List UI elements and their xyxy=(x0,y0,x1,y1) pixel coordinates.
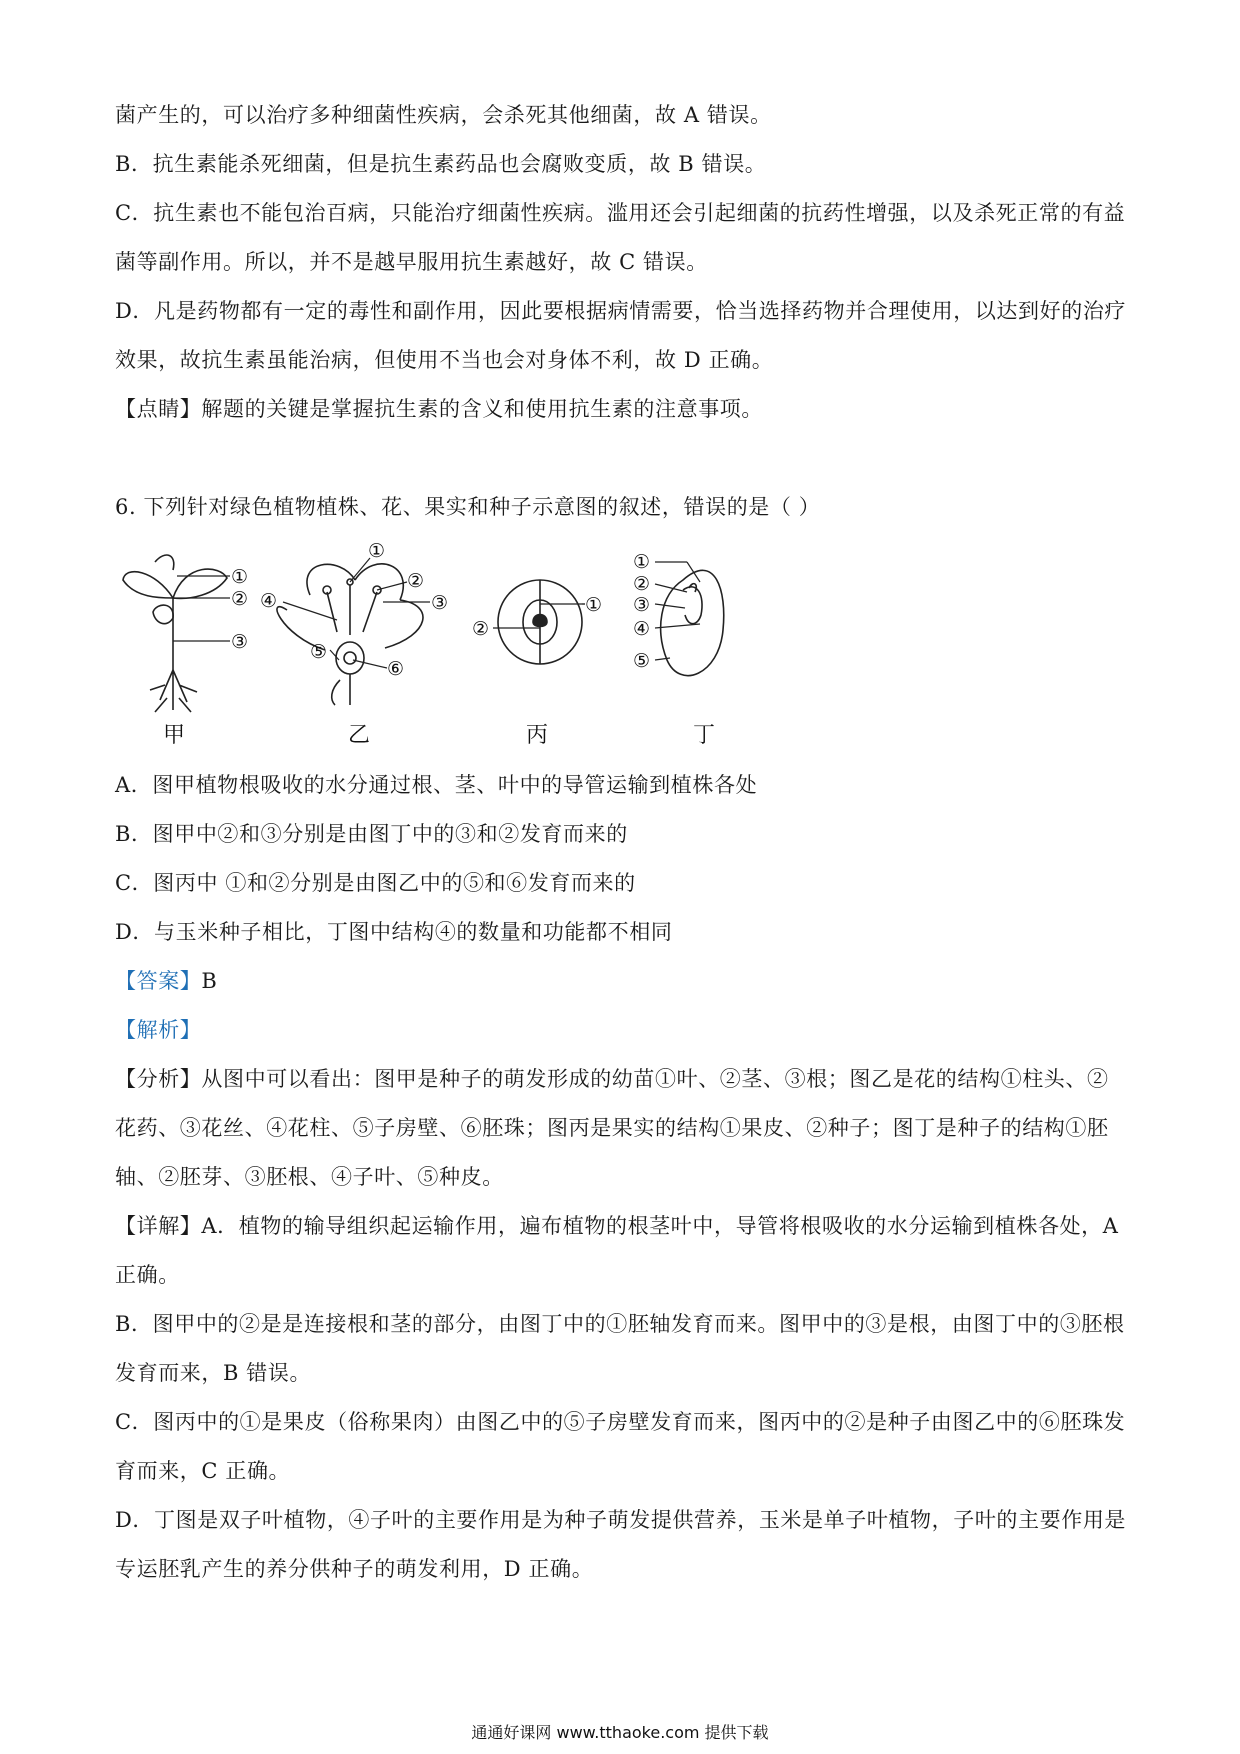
caption-yi: 乙 xyxy=(348,723,371,748)
xiangjie-b-line2: 发育而来，B 错误。 xyxy=(115,1361,312,1385)
dianjing-text: 解题的关键是掌握抗生素的含义和使用抗生素的注意事项。 xyxy=(201,397,764,421)
ding-label-4: ④ xyxy=(633,618,651,640)
diagram-yi-flower xyxy=(260,540,448,748)
bing-label-1: ① xyxy=(585,594,603,616)
yi-label-4: ④ xyxy=(260,590,278,612)
ding-embryo xyxy=(683,587,702,624)
ding-label-3: ③ xyxy=(633,594,651,616)
prev-option-c-explanation-line1: C．抗生素也不能包治百病，只能治疗细菌性疾病。滥用还会引起细菌的抗药性增强，以及杀死正常的有益 xyxy=(115,201,1126,225)
yi-stalk xyxy=(332,674,350,705)
prev-option-d-explanation-line2: 效果，故抗生素虽能治病，但使用不当也会对身体不利，故 D 正确。 xyxy=(115,348,774,372)
bing-label-2: ② xyxy=(472,618,490,640)
jia-label-1: ① xyxy=(231,566,249,588)
option-d: D．与玉米种子相比，丁图中结构④的数量和功能都不相同 xyxy=(115,920,673,944)
yi-leader-4 xyxy=(283,602,337,620)
xiangjie-d-line2: 专运胚乳产生的养分供种子的萌发利用，D 正确。 xyxy=(115,1557,594,1581)
answer-value: B xyxy=(201,969,218,993)
ding-label-1: ① xyxy=(633,551,651,573)
prev-option-b-explanation: B．抗生素能杀死细菌，但是抗生素药品也会腐败变质，故 B 错误。 xyxy=(115,152,767,176)
option-a: A．图甲植物根吸收的水分通过根、茎、叶中的导管运输到植株各处 xyxy=(115,773,758,797)
fenxi-line2: 花药、③花丝、④花柱、⑤子房壁、⑥胚珠；图丙是果实的结构①果皮、②种子；图丁是种子的结构①胚 xyxy=(115,1116,1109,1140)
prev-option-d-explanation-line1: D．凡是药物都有一定的毒性和副作用，因此要根据病情需要，恰当选择药物并合理使用，以达到好的治疗 xyxy=(115,299,1127,323)
diagram-ding-seed xyxy=(633,551,724,748)
prev-option-c-explanation-line2: 菌等副作用。所以，并不是越早服用抗生素越好，故 C 错误。 xyxy=(115,250,708,274)
jiexi-line xyxy=(115,1015,1135,1045)
yi-stamens xyxy=(327,585,377,635)
caption-bing: 丙 xyxy=(526,723,549,748)
fenxi-line1 xyxy=(115,1064,1135,1094)
answer-line xyxy=(115,966,1135,996)
caption-ding: 丁 xyxy=(693,723,716,748)
option-c: C．图丙中 ①和②分别是由图乙中的⑤和⑥发育而来的 xyxy=(115,871,636,895)
ding-leader-1b xyxy=(687,562,700,582)
xiangjie-d-line1: D．丁图是双子叶植物，④子叶的主要作用是为种子萌发提供营养，玉米是单子叶植物，子叶的主要作用是 xyxy=(115,1508,1127,1532)
dianjing-tag: 【点睛】 xyxy=(115,397,202,421)
jia-root xyxy=(150,670,197,712)
yi-label-3: ③ xyxy=(431,592,449,614)
diagram-jia-seedling xyxy=(123,555,248,748)
fenxi-line3: 轴、②胚芽、③胚根、④子叶、⑤种皮。 xyxy=(115,1165,504,1189)
diagram-bing-fruit xyxy=(472,580,602,748)
yi-petal-2 xyxy=(355,564,403,600)
xiangjie-a-line2: 正确。 xyxy=(115,1263,180,1287)
ding-label-5: ⑤ xyxy=(633,650,651,672)
xiangjie-a-line1 xyxy=(115,1211,1135,1241)
jiexi-tag: 【解析】 xyxy=(115,1018,202,1042)
yi-label-1: ① xyxy=(368,540,386,562)
yi-ovule xyxy=(344,652,356,664)
yi-label-2: ② xyxy=(407,570,425,592)
question-6-stem: 6. 下列针对绿色植物植株、花、果实和种子示意图的叙述，错误的是（ ） xyxy=(115,495,821,519)
xiangjie-b-line1: B．图甲中的②是是连接根和茎的部分，由图丁中的①胚轴发育而来。图甲中的③是根，由图丁中的③胚根 xyxy=(115,1312,1125,1336)
jia-leaf-right xyxy=(173,569,227,598)
dianjing-paragraph xyxy=(115,394,1135,424)
question-6-figure xyxy=(115,540,835,750)
jia-cotyledon xyxy=(153,605,173,624)
ding-leader-4 xyxy=(655,624,700,628)
caption-jia: 甲 xyxy=(163,723,186,748)
bing-seed xyxy=(533,615,547,627)
xiangjie-tag: 【详解】 xyxy=(115,1214,202,1238)
yi-petal-4 xyxy=(385,600,423,648)
answer-tag: 【答案】 xyxy=(115,969,202,993)
yi-label-5: ⑤ xyxy=(310,641,328,663)
yi-label-6: ⑥ xyxy=(387,658,405,680)
fenxi-text-1: 从图中可以看出：图甲是种子的萌发形成的幼苗①叶、②茎、③根；图乙是花的结构①柱头、② xyxy=(201,1067,1109,1091)
prev-explanation-continuation: 菌产生的，可以治疗多种细菌性疾病，会杀死其他细菌，故 A 错误。 xyxy=(115,103,772,127)
xiangjie-c-line1: C．图丙中的①是果皮（俗称果肉）由图乙中的⑤子房壁发育而来，图丙中的②是种子由图乙中的⑥胚珠发 xyxy=(115,1410,1126,1434)
yi-leader-1 xyxy=(350,558,370,582)
ding-leader-3 xyxy=(655,604,685,608)
option-b: B．图甲中②和③分别是由图丁中的③和②发育而来的 xyxy=(115,822,628,846)
yi-leader-6 xyxy=(353,660,387,668)
jia-label-3: ③ xyxy=(231,631,249,653)
yi-ovary xyxy=(336,642,364,674)
plant-diagrams xyxy=(115,540,835,750)
xiangjie-a-text-1: A．植物的输导组织起运输作用，遍布植物的根茎叶中，导管将根吸收的水分运输到植株各处，A xyxy=(201,1214,1119,1238)
jia-leaf-left xyxy=(123,572,173,598)
jia-leaf-top xyxy=(155,555,174,570)
xiangjie-c-line2: 育而来，C 正确。 xyxy=(115,1459,291,1483)
ding-label-2: ② xyxy=(633,573,651,595)
footer-watermark: 通通好课网 www.tthaoke.com 提供下载 xyxy=(471,1723,769,1742)
fenxi-tag: 【分析】 xyxy=(115,1067,202,1091)
jia-label-2: ② xyxy=(231,588,249,610)
ding-leader-5 xyxy=(655,658,670,660)
